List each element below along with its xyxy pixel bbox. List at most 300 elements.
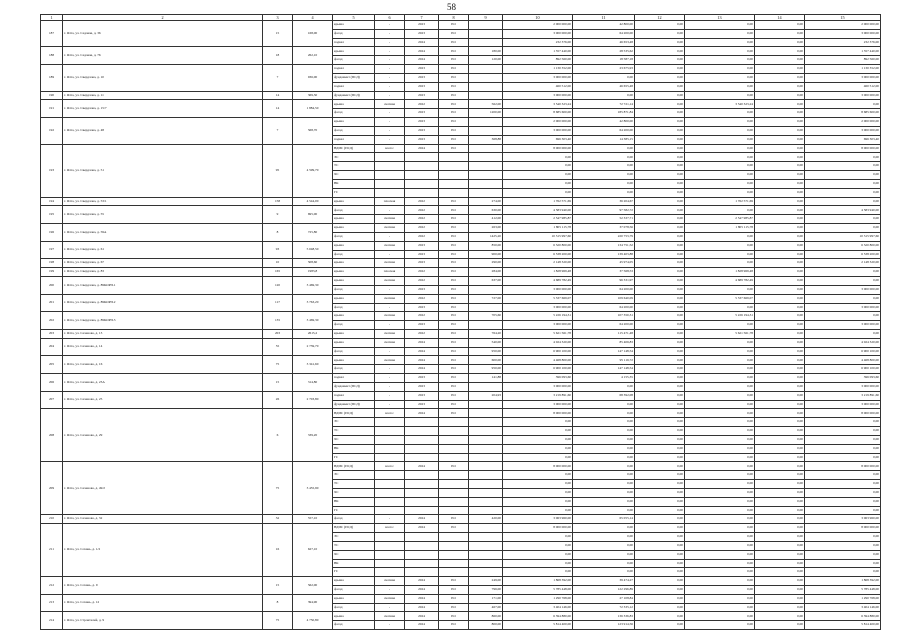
table-cell: 2023 bbox=[405, 29, 439, 38]
building-area: 339,20 bbox=[293, 409, 333, 462]
table-cell: 0,00 bbox=[685, 303, 755, 312]
table-cell: 0,00 bbox=[573, 73, 635, 82]
table-cell bbox=[439, 488, 469, 497]
table-cell: 0,00 bbox=[573, 497, 635, 506]
table-cell: 64 200,00 bbox=[573, 285, 635, 294]
table-cell: РО bbox=[439, 603, 469, 612]
table-cell: 72 721,14 bbox=[573, 100, 635, 109]
table-cell: 0,00 bbox=[685, 259, 755, 268]
table-cell: 0,00 bbox=[635, 382, 685, 391]
table-cell: - bbox=[375, 135, 405, 144]
table-cell: 1 805 115,78 bbox=[503, 224, 573, 233]
table-cell: 0,00 bbox=[755, 462, 805, 471]
table-row bbox=[41, 21, 881, 30]
building-area: 627,10 bbox=[293, 524, 333, 577]
table-cell: РО bbox=[439, 197, 469, 206]
table-cell bbox=[439, 559, 469, 568]
row-number: 190 bbox=[41, 91, 63, 100]
table-cell: 0,00 bbox=[755, 400, 805, 409]
table-cell: 1 130 352,00 bbox=[503, 65, 573, 74]
table-cell: 0,00 bbox=[805, 100, 881, 109]
table-cell: 0,00 bbox=[755, 621, 805, 630]
table-cell: 0,00 bbox=[573, 427, 635, 436]
table-cell bbox=[375, 153, 405, 162]
table-cell: 0,00 bbox=[685, 418, 755, 427]
table-cell: 2022 bbox=[405, 294, 439, 303]
row-number: 194 bbox=[41, 197, 63, 206]
table-cell: 42 800,00 bbox=[573, 118, 635, 127]
table-cell: крыша bbox=[333, 241, 375, 250]
apartments-count: 165 bbox=[263, 268, 293, 277]
apartments-count: 8 bbox=[263, 224, 293, 242]
table-cell: РО bbox=[439, 312, 469, 321]
table-cell: 6 900 100,00 bbox=[503, 365, 573, 374]
table-cell: 460 512,00 bbox=[503, 82, 573, 91]
table-cell: 0,00 bbox=[805, 197, 881, 206]
table-cell: 3 063 960,00 bbox=[503, 515, 573, 524]
table-cell: фасад bbox=[333, 285, 375, 294]
table-cell: 8 000 000,00 bbox=[503, 409, 573, 418]
table-cell: 3 000 000,00 bbox=[805, 29, 881, 38]
table-cell: ЭС bbox=[333, 153, 375, 162]
table-cell: 3 000 000,00 bbox=[503, 73, 573, 82]
table-cell: 800,00 bbox=[469, 621, 503, 630]
table-cell: 0,00 bbox=[635, 444, 685, 453]
table-cell bbox=[375, 453, 405, 462]
table-cell: фасад bbox=[333, 347, 375, 356]
building-area: 4 750,80 bbox=[293, 612, 333, 630]
table-cell: РО bbox=[439, 65, 469, 74]
table-row bbox=[41, 268, 881, 277]
table-cell: 3 000 000,00 bbox=[503, 285, 573, 294]
table-cell: 0,00 bbox=[755, 356, 805, 365]
table-cell bbox=[375, 568, 405, 577]
table-cell: 0,00 bbox=[573, 382, 635, 391]
apartments-count: 75 bbox=[263, 462, 293, 515]
table-cell: РО bbox=[439, 577, 469, 586]
column-number: 1 bbox=[41, 15, 63, 21]
table-cell bbox=[405, 453, 439, 462]
table-cell: 0,00 bbox=[755, 506, 805, 515]
table-cell: 2024 bbox=[405, 38, 439, 47]
table-cell: 0,00 bbox=[635, 29, 685, 38]
row-number: 202 bbox=[41, 312, 63, 330]
table-cell: 52 337,71 bbox=[573, 215, 635, 224]
table-cell: 0,00 bbox=[685, 65, 755, 74]
table-cell: 0,00 bbox=[685, 427, 755, 436]
table-cell: 0,00 bbox=[685, 126, 755, 135]
table-cell: 5 337 669,07 bbox=[685, 294, 755, 303]
table-cell: 0,00 bbox=[635, 515, 685, 524]
table-cell: 0,00 bbox=[805, 427, 881, 436]
table-cell: 2022 bbox=[405, 277, 439, 286]
table-cell: 0,00 bbox=[755, 21, 805, 30]
table-cell: 2023 bbox=[405, 118, 439, 127]
table-cell: 3 063 960,00 bbox=[805, 515, 881, 524]
row-number: 195 bbox=[41, 206, 63, 224]
table-row bbox=[41, 100, 881, 109]
table-cell: 139 403,88 bbox=[573, 250, 635, 259]
table-cell: 0,00 bbox=[685, 524, 755, 533]
table-cell: крыша bbox=[333, 259, 375, 268]
table-cell: 0,00 bbox=[685, 144, 755, 153]
table-cell: РО bbox=[439, 462, 469, 471]
table-cell bbox=[375, 541, 405, 550]
table-cell: 1 828 969,48 bbox=[503, 268, 573, 277]
building-area: 168,00 bbox=[293, 21, 333, 47]
column-number: 7 bbox=[405, 15, 439, 21]
table-cell: 0,00 bbox=[685, 550, 755, 559]
table-cell: фасад bbox=[333, 515, 375, 524]
table-cell: РО bbox=[439, 409, 469, 418]
table-cell: 0,00 bbox=[685, 232, 755, 241]
table-cell: РО bbox=[439, 356, 469, 365]
table-cell: 65 055,14 bbox=[573, 515, 635, 524]
table-cell: 0,00 bbox=[685, 533, 755, 542]
table-cell: крыша bbox=[333, 356, 375, 365]
table-cell: 0,00 bbox=[635, 612, 685, 621]
table-cell: 0,00 bbox=[573, 188, 635, 197]
table-cell: всего: bbox=[375, 144, 405, 153]
table-cell bbox=[469, 153, 503, 162]
table-cell: 0,00 bbox=[503, 506, 573, 515]
table-cell: 2024 bbox=[405, 577, 439, 586]
table-cell: 45 974,05 bbox=[573, 259, 635, 268]
table-cell bbox=[375, 418, 405, 427]
table-cell: 0,00 bbox=[635, 162, 685, 171]
table-cell: ВДИС (ПСД) bbox=[333, 462, 375, 471]
table-cell: 0,00 bbox=[635, 462, 685, 471]
table-cell: 3 404 146,00 bbox=[805, 603, 881, 612]
house-address: г. Ялта, ул. Свердлова, д. 11 bbox=[63, 91, 263, 100]
table-cell: 2024 bbox=[405, 603, 439, 612]
table-cell: 3 000 000,00 bbox=[503, 400, 573, 409]
table-cell: 0,00 bbox=[685, 621, 755, 630]
table-cell: РО bbox=[439, 524, 469, 533]
table-cell: РО bbox=[439, 303, 469, 312]
table-cell: 0,00 bbox=[805, 444, 881, 453]
table-cell: 0,00 bbox=[755, 612, 805, 621]
table-cell: 0,00 bbox=[573, 559, 635, 568]
table-cell: 0,00 bbox=[755, 268, 805, 277]
building-area: 5 048,50 bbox=[293, 241, 333, 259]
table-cell: 630,00 bbox=[469, 206, 503, 215]
table-row bbox=[41, 374, 881, 383]
table-cell: скатная bbox=[375, 294, 405, 303]
house-address: г. Ялта, ул. Свердлова, д. 67 bbox=[63, 259, 263, 268]
table-cell: 600,00 bbox=[469, 356, 503, 365]
table-cell: 0,00 bbox=[685, 365, 755, 374]
table-cell: 0,00 bbox=[685, 56, 755, 65]
table-cell: 6 900 100,00 bbox=[503, 347, 573, 356]
table-cell: 0,00 bbox=[635, 356, 685, 365]
table-cell: РО bbox=[439, 250, 469, 259]
table-cell bbox=[405, 550, 439, 559]
table-cell: 0,00 bbox=[755, 533, 805, 542]
table-cell: крыша bbox=[333, 294, 375, 303]
table-cell: - bbox=[375, 126, 405, 135]
table-cell: 2 547 985,87 bbox=[685, 215, 755, 224]
house-address: г. Ялта, ул. Садовая, д. 76 bbox=[63, 47, 263, 65]
table-cell bbox=[469, 285, 503, 294]
table-cell: 2023 bbox=[405, 21, 439, 30]
table-cell: 0,00 bbox=[503, 550, 573, 559]
table-cell: 3 000 000,00 bbox=[503, 382, 573, 391]
table-cell: 0,00 bbox=[755, 162, 805, 171]
house-address: г. Ялта, ул. Свердлова, д. 51 bbox=[63, 144, 263, 197]
table-cell: скатная bbox=[375, 215, 405, 224]
table-row bbox=[41, 515, 881, 524]
table-cell bbox=[405, 559, 439, 568]
table-cell: 2022 bbox=[405, 232, 439, 241]
table-cell: 0,00 bbox=[635, 38, 685, 47]
table-cell: 0,00 bbox=[635, 621, 685, 630]
table-cell: 0,00 bbox=[755, 241, 805, 250]
table-cell bbox=[405, 162, 439, 171]
table-cell: 2023 bbox=[405, 259, 439, 268]
table-cell: 36 204,67 bbox=[573, 197, 635, 206]
table-cell: крыша bbox=[333, 338, 375, 347]
apartments-count: 26 bbox=[263, 391, 293, 409]
column-number: 9 bbox=[469, 15, 503, 21]
table-cell: РО bbox=[439, 347, 469, 356]
table-cell: РО bbox=[439, 126, 469, 135]
table-cell: крыша bbox=[333, 612, 375, 621]
row-number: 188 bbox=[41, 47, 63, 65]
building-area: 562,00 bbox=[293, 577, 333, 595]
table-cell: 0,00 bbox=[685, 162, 755, 171]
table-cell: 1 805 115,78 bbox=[685, 224, 755, 233]
table-cell: крыша bbox=[333, 277, 375, 286]
building-area: 508,60 bbox=[293, 259, 333, 268]
table-cell: 0,00 bbox=[503, 488, 573, 497]
table-cell: крыша bbox=[333, 268, 375, 277]
table-cell bbox=[375, 471, 405, 480]
column-number: 3 bbox=[263, 15, 293, 21]
table-cell: 0,00 bbox=[685, 118, 755, 127]
house-address: г. Ялта, ул. Свердлова, д. 48 bbox=[63, 118, 263, 144]
table-cell: 134 751,52 bbox=[573, 241, 635, 250]
table-cell: 0,00 bbox=[685, 29, 755, 38]
table-cell: 0,00 bbox=[635, 427, 685, 436]
table-cell: ХС bbox=[333, 550, 375, 559]
table-cell: 4 583 940,00 bbox=[503, 206, 573, 215]
table-cell: 0,00 bbox=[573, 462, 635, 471]
column-number: 15 bbox=[805, 15, 881, 21]
table-cell: 8 000 000,00 bbox=[503, 144, 573, 153]
table-row bbox=[41, 65, 881, 74]
column-number: 12 bbox=[635, 15, 685, 21]
table-cell: РО bbox=[439, 241, 469, 250]
table-cell: 892 560,00 bbox=[805, 56, 881, 65]
table-cell: 0,00 bbox=[573, 506, 635, 515]
building-area: 3 469,30 bbox=[293, 277, 333, 295]
apartments-count: 10 bbox=[263, 259, 293, 268]
table-cell: 0,00 bbox=[805, 480, 881, 489]
table-cell: 0,00 bbox=[805, 153, 881, 162]
table-cell: крыша bbox=[333, 197, 375, 206]
table-cell: ГС bbox=[333, 188, 375, 197]
table-row bbox=[41, 118, 881, 127]
table-cell: 0,00 bbox=[755, 153, 805, 162]
table-cell: - bbox=[375, 109, 405, 118]
table-cell: РО bbox=[439, 21, 469, 30]
table-cell: 0,00 bbox=[503, 418, 573, 427]
table-cell: 0,00 bbox=[635, 594, 685, 603]
table-cell: РО bbox=[439, 38, 469, 47]
table-cell: 0,00 bbox=[635, 374, 685, 383]
table-cell bbox=[405, 188, 439, 197]
table-row bbox=[41, 47, 881, 56]
table-cell: крыша bbox=[333, 312, 375, 321]
table-cell: 0,00 bbox=[635, 126, 685, 135]
table-cell: 900,00 bbox=[469, 250, 503, 259]
row-number: 197 bbox=[41, 241, 63, 259]
table-cell: 1200,00 bbox=[469, 109, 503, 118]
table-cell: 0,00 bbox=[685, 541, 755, 550]
table-cell: 96 331,97 bbox=[573, 277, 635, 286]
table-cell: 0,00 bbox=[805, 568, 881, 577]
table-cell: 0,00 bbox=[755, 224, 805, 233]
table-row bbox=[41, 241, 881, 250]
table-cell: 0,00 bbox=[755, 144, 805, 153]
table-cell: 6 320 800,00 bbox=[805, 241, 881, 250]
table-cell: 2 000 000,00 bbox=[503, 118, 573, 127]
table-cell: скатная bbox=[375, 356, 405, 365]
table-cell: 850,00 bbox=[469, 241, 503, 250]
table-cell: 0,00 bbox=[755, 418, 805, 427]
table-cell: фасад bbox=[333, 206, 375, 215]
table-cell: 0,00 bbox=[635, 179, 685, 188]
table-cell: 0,00 bbox=[635, 480, 685, 489]
table-cell: - bbox=[375, 321, 405, 330]
table-cell: 2023 bbox=[405, 303, 439, 312]
table-cell bbox=[469, 541, 503, 550]
apartments-count: 8 bbox=[263, 594, 293, 612]
table-cell: 0,00 bbox=[635, 586, 685, 595]
apartments-count: 14 bbox=[263, 100, 293, 118]
table-cell bbox=[375, 497, 405, 506]
table-cell: 0,00 bbox=[635, 347, 685, 356]
table-cell: 0,00 bbox=[635, 568, 685, 577]
row-number: 198 bbox=[41, 259, 63, 268]
table-cell: 0,00 bbox=[635, 47, 685, 56]
apartments-count: 93 bbox=[263, 241, 293, 259]
table-row bbox=[41, 577, 881, 586]
house-address: г. Ялта, ул. Сохань, д. 9 bbox=[63, 577, 263, 595]
table-cell: ЭС bbox=[333, 418, 375, 427]
building-area: 2 739,70 bbox=[293, 338, 333, 356]
table-cell: - bbox=[375, 82, 405, 91]
table-cell: 2023 bbox=[405, 109, 439, 118]
row-number: 205 bbox=[41, 356, 63, 374]
house-address: г. Ялта, ул. Свердлова, д. 10 bbox=[63, 65, 263, 91]
table-cell: 0,00 bbox=[503, 444, 573, 453]
table-cell: ВДИС (ПСД) bbox=[333, 524, 375, 533]
table-cell: 705,60 bbox=[469, 312, 503, 321]
house-address: г. Ялта, ул. Свердлова, д. 55 bbox=[63, 206, 263, 224]
table-cell: 3 000 000,00 bbox=[503, 29, 573, 38]
table-cell bbox=[469, 303, 503, 312]
table-row bbox=[41, 224, 881, 233]
table-cell: 0,00 bbox=[635, 453, 685, 462]
column-number: 4 bbox=[293, 15, 333, 21]
table-cell: - bbox=[375, 303, 405, 312]
apartments-count: 135 bbox=[263, 312, 293, 330]
apartments-count: 75 bbox=[263, 356, 293, 374]
row-number: 189 bbox=[41, 65, 63, 91]
apartments-count: 18 bbox=[263, 47, 293, 65]
table-cell: 180,00 bbox=[469, 47, 503, 56]
table-cell bbox=[469, 91, 503, 100]
table-cell bbox=[439, 444, 469, 453]
table-cell: 4 583 940,00 bbox=[805, 206, 881, 215]
table-cell: 0,00 bbox=[573, 533, 635, 542]
house-address: г. Ялта, ул. Сеченова, д. 49/2 bbox=[63, 462, 263, 515]
table-cell: - bbox=[375, 29, 405, 38]
apartments-count: 75 bbox=[263, 612, 293, 630]
table-cell: 2024 bbox=[405, 515, 439, 524]
table-cell: крыша bbox=[333, 21, 375, 30]
table-cell: 2022 bbox=[405, 215, 439, 224]
table-cell: 0,00 bbox=[573, 418, 635, 427]
table-cell: - bbox=[375, 400, 405, 409]
table-cell: скатная bbox=[375, 277, 405, 286]
table-cell: скатная bbox=[375, 241, 405, 250]
table-cell: скатная bbox=[375, 312, 405, 321]
building-area: 725,80 bbox=[293, 224, 333, 242]
table-cell: РО bbox=[439, 382, 469, 391]
table-cell: 2 000 000,00 bbox=[503, 21, 573, 30]
house-address: г. Ялта, ул. Строителей, д. 9 bbox=[63, 612, 263, 630]
table-cell: 0,00 bbox=[573, 409, 635, 418]
table-cell: 0,00 bbox=[635, 206, 685, 215]
table-cell: крыша bbox=[333, 224, 375, 233]
table-cell: ХС bbox=[333, 488, 375, 497]
table-cell: 3 000 000,00 bbox=[805, 91, 881, 100]
table-cell: 141,88 bbox=[469, 374, 503, 383]
table-cell: - bbox=[375, 232, 405, 241]
table-cell: 0,00 bbox=[685, 497, 755, 506]
table-cell: 860,00 bbox=[469, 612, 503, 621]
table-cell bbox=[439, 162, 469, 171]
table-cell: 1 130 352,00 bbox=[805, 65, 881, 74]
apartments-count: 55 bbox=[263, 338, 293, 356]
table-cell: 4 689 782,49 bbox=[685, 277, 755, 286]
table-cell: 2 148 320,00 bbox=[503, 259, 573, 268]
apartments-count: 15 bbox=[263, 577, 293, 595]
table-cell: скатная bbox=[375, 329, 405, 338]
table-cell: РО bbox=[439, 338, 469, 347]
table-cell: 1 762 571,69 bbox=[503, 197, 573, 206]
apartments-count: 120 bbox=[263, 277, 293, 295]
house-address: г. Ялта, ул. Свердлова, д. 59А bbox=[63, 224, 263, 242]
table-cell bbox=[469, 533, 503, 542]
building-area: 394,90 bbox=[293, 594, 333, 612]
table-cell: 6 538 200,00 bbox=[503, 250, 573, 259]
row-number: 204 bbox=[41, 338, 63, 356]
table-cell: 0,00 bbox=[755, 232, 805, 241]
table-cell: 0,00 bbox=[503, 480, 573, 489]
table-cell: 2023 bbox=[405, 241, 439, 250]
table-cell: 0,00 bbox=[685, 409, 755, 418]
table-cell: ВДИС (ПСД) bbox=[333, 409, 375, 418]
table-cell bbox=[469, 400, 503, 409]
table-cell: 3 404 146,00 bbox=[503, 603, 573, 612]
table-cell bbox=[439, 418, 469, 427]
table-cell: 0,00 bbox=[503, 153, 573, 162]
table-cell: 2024 bbox=[405, 462, 439, 471]
